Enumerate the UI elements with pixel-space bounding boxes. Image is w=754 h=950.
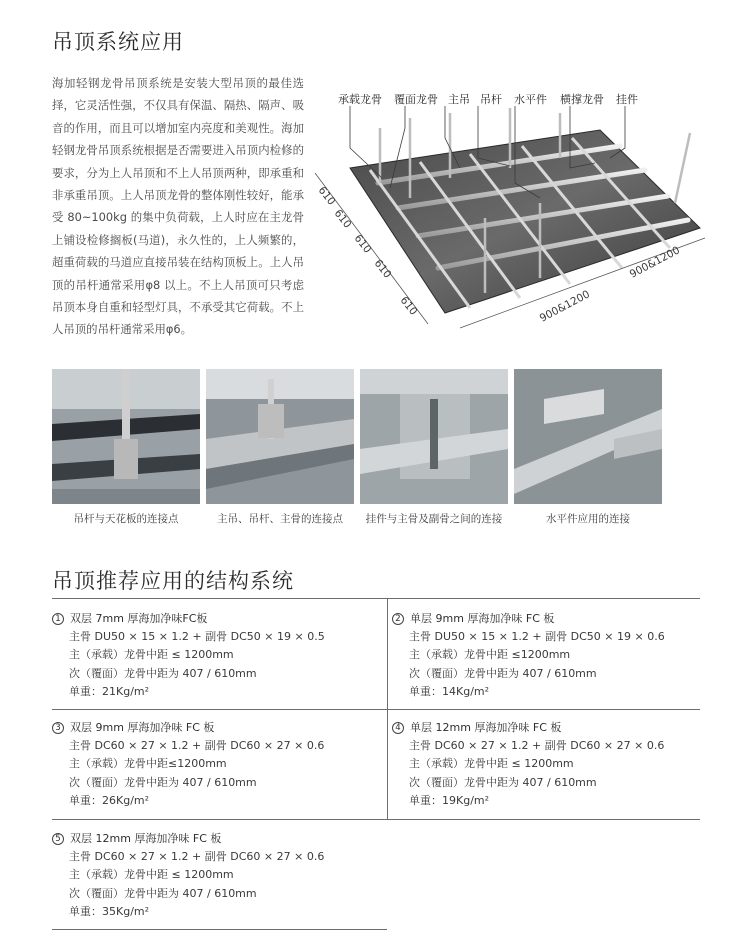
intro-paragraph: 海加轻钢龙骨吊顶系统是安装大型吊顶的最佳选择，它灵活性强，不仅具有保温、隔热、隔声、吸音的作用，而且可以增加室内亮度和美观性。海加轻钢龙骨吊顶系统根据是否需要进入吊顶内检修的要求，分为上人吊顶和不上人吊顶两种，即承重和非承重吊顶。上人吊顶龙骨的整体刚性较好，能承受 80~100kg 的集中负荷载，上人时应在主龙骨上铺设检修搁板(马道)，永久性的，上人频繁的，超重荷载的马道应直接吊装在结构顶板上。上人吊顶的吊杆通常采用φ8 以上。不上人吊顶可只考虑吊顶本身自重和轻型灯具，不承受其它荷载。不上人吊顶的吊杆通常采用φ6。 [52,76,304,337]
system-item-3: 3 双层 9mm 厚海加净味 FC 板 主骨 DC60 × 27 × 1.2 + 副骨 DC60 × 27 × 0.6 主（承载）龙骨中距≤1200mm 次（覆面）龙骨中距为 407 / 610mm 单重：26Kg/m² [52,719,324,810]
dim-left-2: 610 [331,207,354,231]
section-title-ceiling-application: 吊顶系统应用 [52,30,184,54]
system-item-head: 单层 9mm 厚海加净味 FC 板 [410,612,555,625]
caption-photo-4: 水平件应用的连接 [546,513,630,525]
caption-photo-1: 吊杆与天花板的连接点 [73,513,179,525]
system-item-head: 双层 12mm 厚海加净味 FC 板 [70,832,222,845]
photo-hanger-rod-ceiling [52,369,200,504]
system-item-4: 4 单层 12mm 厚海加净味 FC 板 主骨 DC60 × 27 × 1.2 + 副骨 DC60 × 27 × 0.6 主（承载）龙骨中距 ≤ 1200mm 次（覆面）龙骨中距为 407 / 610mm 单重：19Kg/m² [392,719,664,810]
photo-horizontal-piece [514,369,662,504]
caption-photo-2: 主吊、吊杆、主骨的连接点 [217,513,343,525]
dim-left-5: 610 [397,294,420,318]
dim-left-4: 610 [371,257,394,281]
system-item-head: 单层 12mm 厚海加净味 FC 板 [410,721,562,734]
dim-left-3: 610 [351,232,374,256]
label-cross-channel: 横撑龙骨 [560,93,604,106]
label-furring-channel: 覆面龙骨 [394,93,438,106]
system-item-1: 1 双层 7mm 厚海加净味FC板 主骨 DU50 × 15 × 1.2 + 副骨 DC50 × 19 × 0.5 主（承载）龙骨中距 ≤ 1200mm 次（覆面）龙骨中距为 407 / 610mm 单重：21Kg/m² [52,610,325,701]
label-horizontal-piece: 水平件 [514,93,547,106]
system-item-5: 5 双层 12mm 厚海加净味 FC 板 主骨 DC60 × 27 × 1.2 + 副骨 DC60 × 27 × 0.6 主（承载）龙骨中距 ≤ 1200mm 次（覆面）龙骨中距为 407 / 610mm 单重：35Kg/m² [52,830,324,921]
photo-main-hanger-connection [206,369,354,504]
label-clip: 挂件 [616,93,638,106]
ceiling-system-diagram [310,88,720,338]
label-carrier-channel: 承载龙骨 [338,93,382,106]
system-item-head: 双层 7mm 厚海加净味FC板 [70,612,208,625]
dim-bottom-1: 900&1200 [537,288,592,325]
system-item-head: 双层 9mm 厚海加净味 FC 板 [70,721,215,734]
dim-left-1: 610 [315,184,338,208]
section-title-recommended-systems: 吊顶推荐应用的结构系统 [52,569,294,593]
system-item-2: 2 单层 9mm 厚海加净味 FC 板 主骨 DU50 × 15 × 1.2 + 副骨 DC50 × 19 × 0.6 主（承载）龙骨中距 ≤1200mm 次（覆面）龙骨中距为 407 / 610mm 单重：14Kg/m² [392,610,665,701]
caption-photo-3: 挂件与主骨及副骨之间的连接 [365,513,503,525]
label-main-hanger: 主吊 [448,93,470,106]
photo-clip-connection [360,369,508,504]
dim-bottom-2: 900&1200 [627,244,682,281]
label-hanger-rod: 吊杆 [480,93,502,106]
